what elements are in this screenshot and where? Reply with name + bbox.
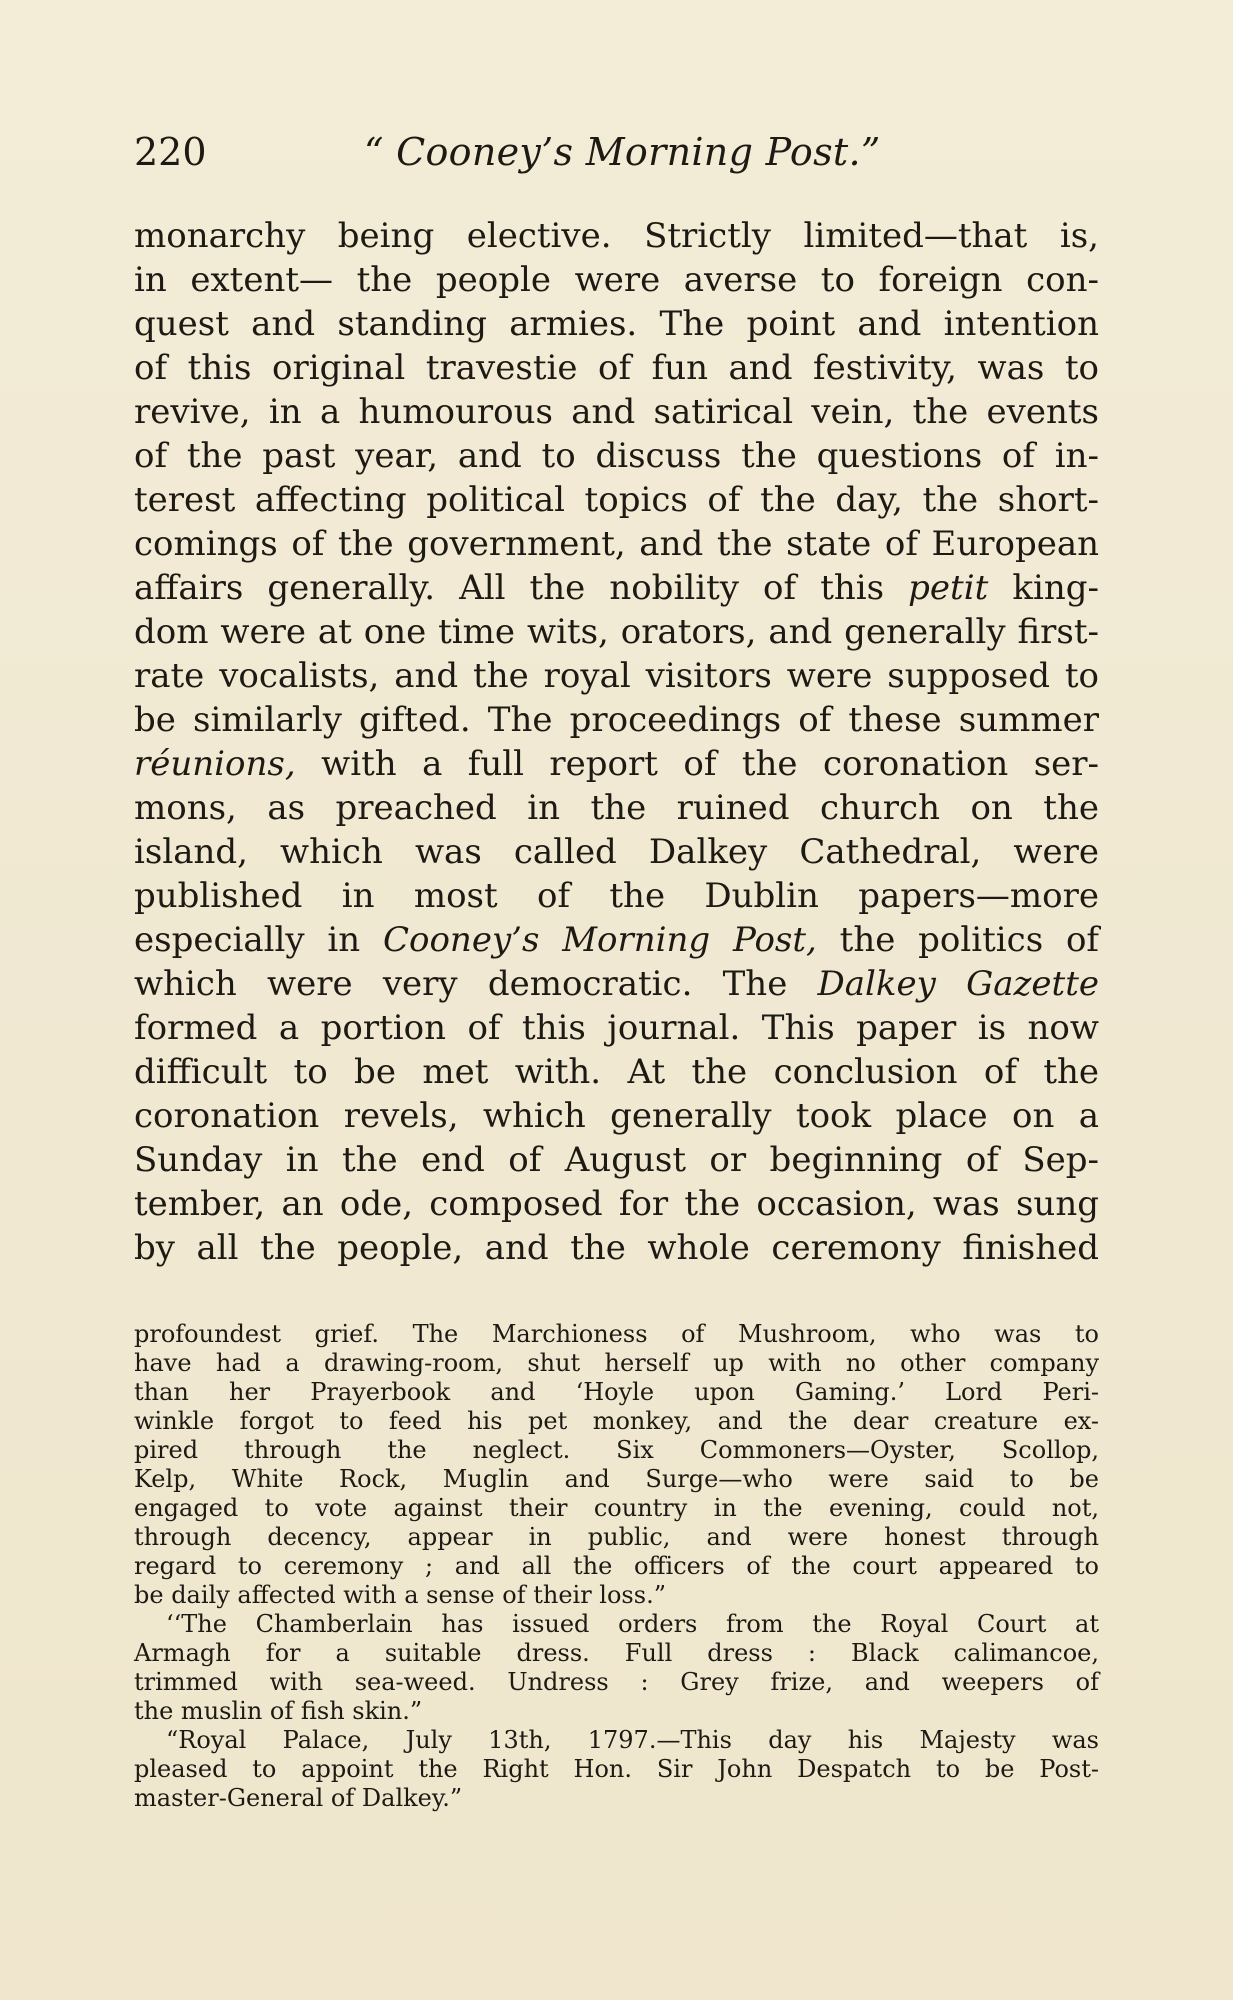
body-line: réunions, with a full report of the coronation ser- [134, 744, 1099, 784]
footnote-line: engaged to vote against their country in the evening, could not, [134, 1494, 1099, 1522]
body-line: which were very democratic. The Dalkey Gazette [134, 964, 1099, 1004]
footnote-line: regard to ceremony ; and all the officers of the court appeared to [134, 1552, 1099, 1580]
body-line: in extent— the people were averse to foreign con- [134, 260, 1099, 300]
italic-cooneys-post: Cooney’s Morning Post, [382, 920, 817, 960]
footnote-line: profoundest grief. The Marchioness of Mushroom, who was to [134, 1320, 1099, 1348]
body-line: tember, an ode, composed for the occasion, was sung [134, 1184, 1099, 1224]
footnote-line: have had a drawing-room, shut herself up with no other company [134, 1349, 1099, 1377]
footnote-line: pleased to appoint the Right Hon. Sir John Despatch to be Post- [134, 1755, 1099, 1783]
footnote-line: than her Prayerbook and ‘Hoyle upon Gaming.’ Lord Peri- [134, 1378, 1099, 1406]
body-line: of the past year, and to discuss the questions of in- [134, 436, 1099, 476]
footnote-line: Armagh for a suitable dress. Full dress : Black calimancoe, [134, 1639, 1099, 1667]
body-line: be similarly gifted. The proceedings of these summer [134, 700, 1099, 740]
footnote-line: the muslin of fish skin.” [134, 1697, 423, 1725]
body-line: quest and standing armies. The point and intention [134, 304, 1099, 344]
footnote-line: pired through the neglect. Six Commoners—Oyster, Scollop, [134, 1436, 1099, 1464]
body-line: coronation revels, which generally took place on a [134, 1096, 1099, 1136]
page-header [134, 126, 1099, 178]
body-line: island, which was called Dalkey Cathedral, were [134, 832, 1099, 872]
footnote-line: be daily affected with a sense of their loss.” [134, 1581, 666, 1609]
body-line: formed a portion of this journal. This paper is now [134, 1008, 1099, 1048]
footnote-line: through decency, appear in public, and were honest through [134, 1523, 1099, 1551]
body-line: Sunday in the end of August or beginning of Sep- [134, 1140, 1099, 1180]
body-line: difficult to be met with. At the conclusion of the [134, 1052, 1099, 1092]
running-title: “ Cooney’s Morning Post.” [364, 130, 881, 174]
italic-dalkey-gazette: Dalkey Gazette [817, 964, 1099, 1004]
body-line: affairs generally. All the nobility of this petit king- [134, 568, 1099, 608]
italic-reunions: réunions, [134, 744, 296, 784]
body-text [134, 214, 1099, 1270]
footnote-line: Kelp, White Rock, Muglin and Surge—who were said to be [134, 1465, 1099, 1493]
body-line: published in most of the Dublin papers—more [134, 876, 1099, 916]
body-line: of this original travestie of fun and festivity, was to [134, 348, 1099, 388]
footnote-line: master-General of Dalkey.” [134, 1784, 463, 1812]
body-line: dom were at one time wits, orators, and generally first- [134, 612, 1099, 652]
body-line: comings of the government, and the state of European [134, 524, 1099, 564]
footnote-line: ‘‘The Chamberlain has issued orders from the Royal Court at [166, 1610, 1099, 1638]
body-line: revive, in a humourous and satirical vein, the events [134, 392, 1099, 432]
footnote-block [134, 1320, 1099, 1813]
body-line: monarchy being elective. Strictly limited—that is, [134, 216, 1099, 256]
page-number: 220 [134, 130, 207, 174]
body-line: mons, as preached in the ruined church on the [134, 788, 1099, 828]
body-line: rate vocalists, and the royal visitors were supposed to [134, 656, 1099, 696]
footnote-line: trimmed with sea-weed. Undress : Grey frize, and weepers of [134, 1668, 1099, 1696]
footnote-line: “Royal Palace, July 13th, 1797.—This day his Majesty was [166, 1726, 1099, 1754]
body-line: especially in Cooney’s Morning Post, the politics of [134, 920, 1099, 960]
footnote-line: winkle forgot to feed his pet monkey, and the dear creature ex- [134, 1407, 1099, 1435]
body-line: by all the people, and the whole ceremony finished [134, 1228, 1099, 1268]
body-line: terest affecting political topics of the day, the short- [134, 480, 1099, 520]
italic-petit: petit [908, 568, 989, 608]
